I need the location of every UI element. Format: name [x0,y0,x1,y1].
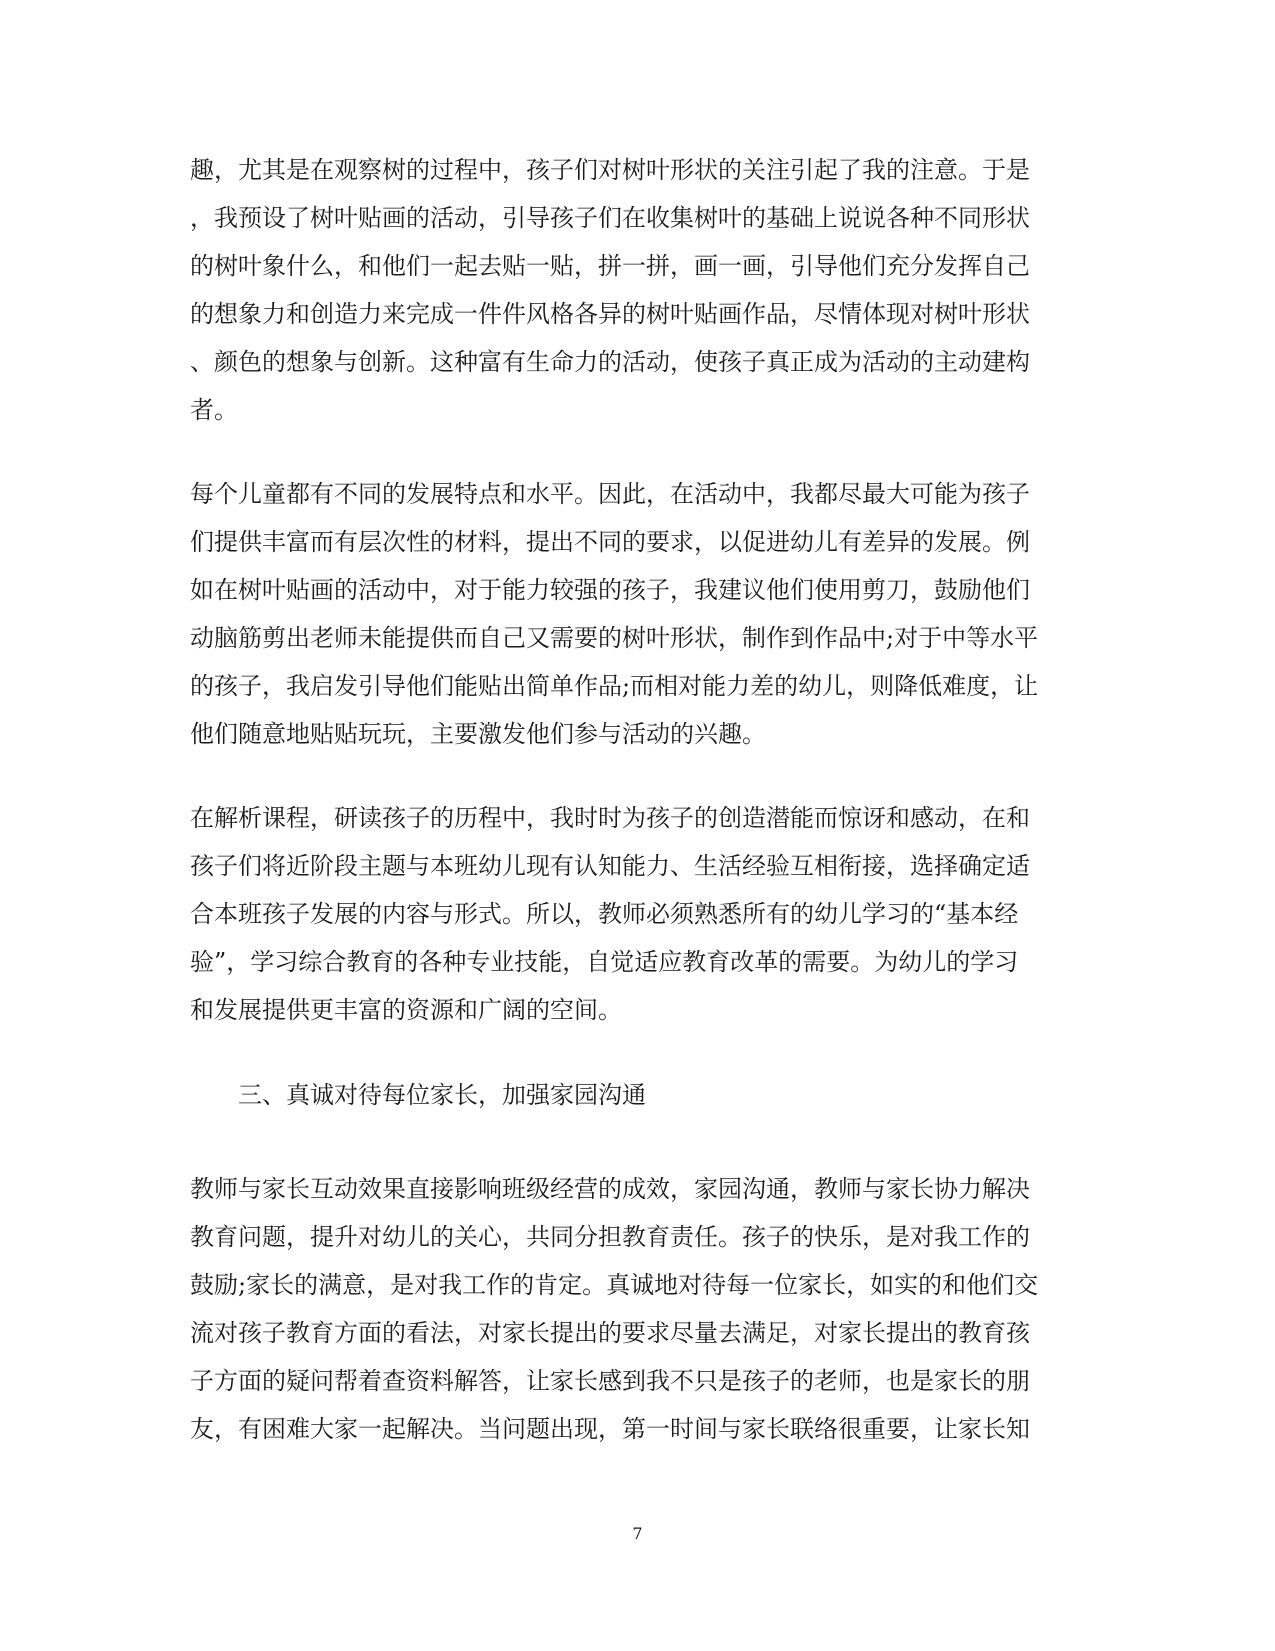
paragraph-parent-communication [190,1165,1080,1453]
text-line: 们提供丰富而有层次性的材料，提出不同的要求，以促进幼儿有差异的发展。例 [190,528,1030,556]
text-line: 子方面的疑问帮着查资料解答，让家长感到我不只是孩子的老师，也是家长的朋 [190,1367,1030,1395]
text-line: 每个儿童都有不同的发展特点和水平。因此，在活动中，我都尽最大可能为孩子 [190,480,1030,508]
text-line: 如在树叶贴画的活动中，对于能力较强的孩子，我建议他们使用剪刀，鼓励他们 [190,576,1030,604]
section-heading: 三、真诚对待每位家长，加强家园沟通 [238,1081,646,1109]
text-line: 在解析课程，研读孩子的历程中，我时时为孩子的创造潜能而惊讶和感动，在和 [190,804,1030,832]
text-line: 他们随意地贴贴玩玩，主要激发他们参与活动的兴趣。 [190,720,766,748]
text-line: 、颜色的想象与创新。这种富有生命力的活动，使孩子真正成为活动的主动建构 [190,348,1030,376]
page-number: 7 [632,1524,643,1543]
paragraph-individual-development [190,470,1080,758]
text-line: 动脑筋剪出老师未能提供而自己又需要的树叶形状，制作到作品中;对于中等水平 [190,624,1039,652]
text-line: 者。 [190,396,238,424]
text-line: 的树叶象什么，和他们一起去贴一贴，拼一拼，画一画，引导他们充分发挥自己 [190,252,1030,280]
text-line: 孩子们将近阶段主题与本班幼儿现有认知能力、生活经验互相衔接，选择确定适 [190,852,1030,880]
text-line: 教育问题，提升对幼儿的关心，共同分担教育责任。孩子的快乐，是对我工作的 [190,1223,1030,1251]
text-line: 流对孩子教育方面的看法，对家长提出的要求尽量去满足，对家长提出的教育孩 [190,1319,1030,1347]
text-line: ，我预设了树叶贴画的活动，引导孩子们在收集树叶的基础上说说各种不同形状 [190,204,1030,232]
text-line: 的想象力和创造力来完成一件件风格各异的树叶贴画作品，尽情体现对树叶形状 [190,300,1030,328]
paragraph-curriculum-analysis [190,794,1080,1034]
text-line: 的孩子，我启发引导他们能贴出简单作品;而相对能力差的幼儿，则降低难度，让 [190,672,1039,700]
text-line: 和发展提供更丰富的资源和广阔的空间。 [190,996,622,1024]
text-line: 友，有困难大家一起解决。当问题出现，第一时间与家长联络很重要，让家长知 [190,1415,1030,1443]
text-line: 趣，尤其是在观察树的过程中，孩子们对树叶形状的关注引起了我的注意。于是 [190,156,1030,184]
text-line: 验”，学习综合教育的各种专业技能，自觉适应教育改革的需要。为幼儿的学习 [190,948,1019,976]
paragraph-leaf-collage [190,146,1080,434]
text-line: 合本班孩子发展的内容与形式。所以，教师必须熟悉所有的幼儿学习的“基本经 [190,900,1019,928]
text-line: 鼓励;家长的满意，是对我工作的肯定。真诚地对待每一位家长，如实的和他们交 [190,1271,1039,1299]
text-line: 教师与家长互动效果直接影响班级经营的成效，家园沟通，教师与家长协力解决 [190,1175,1030,1203]
